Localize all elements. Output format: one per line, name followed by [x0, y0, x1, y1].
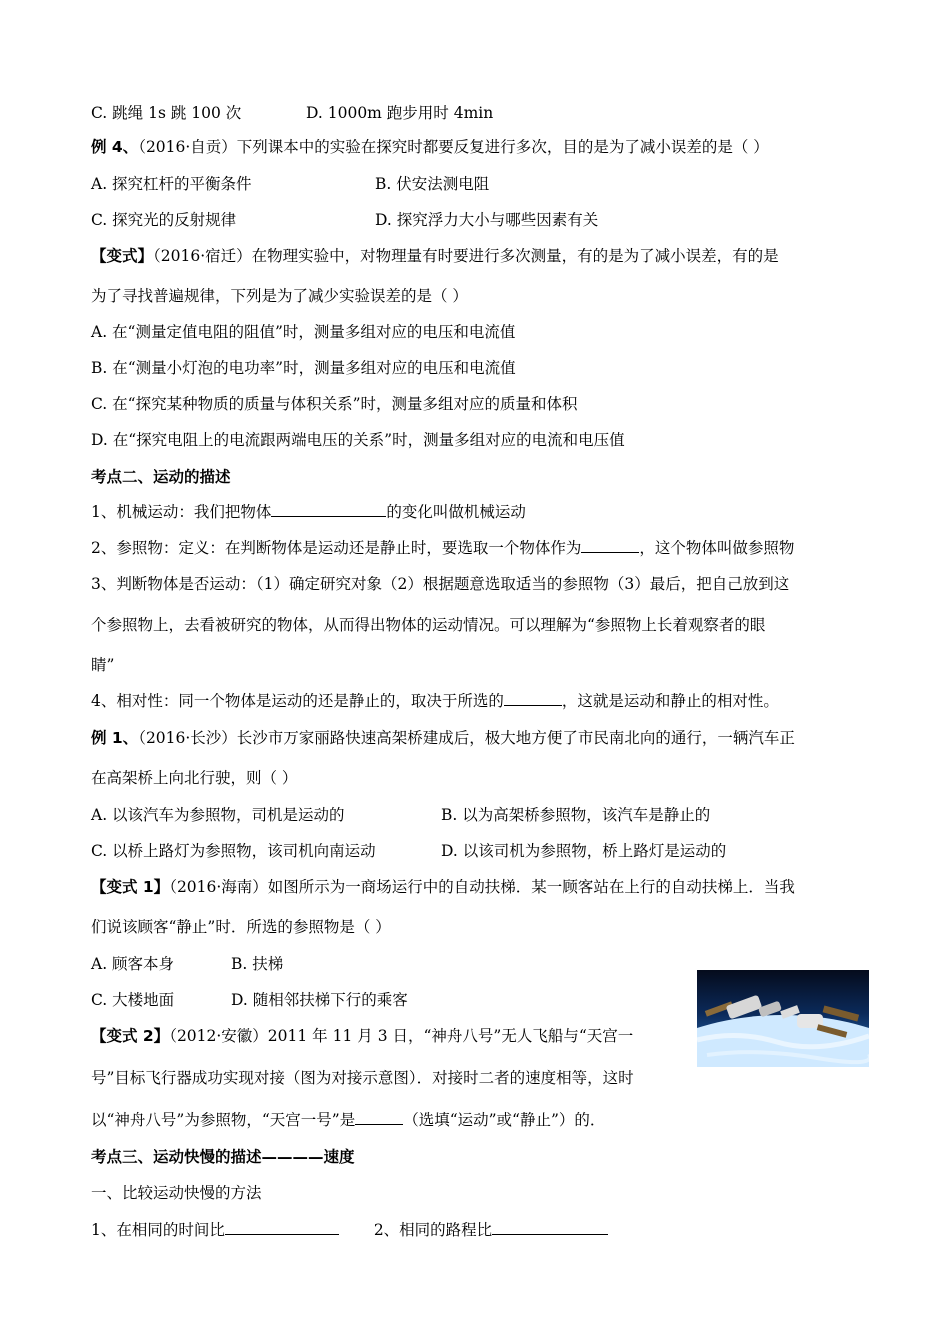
option-line — [91, 840, 727, 862]
option-a: A. 以该汽车为参照物，司机是运动的 — [91, 806, 345, 824]
fill-blank — [271, 501, 386, 517]
option-c: C. 大楼地面 — [91, 991, 175, 1009]
question-text: （选填“运动”或“静止”）的． — [403, 1111, 606, 1129]
option-line — [91, 173, 490, 195]
option-line — [91, 953, 284, 975]
variant-question — [91, 245, 779, 267]
option-c: C. 探究光的反射规律 — [91, 211, 237, 229]
option-d: D. 探究浮力大小与哪些因素有关 — [375, 211, 599, 229]
fill-blank — [492, 1219, 608, 1235]
option-line — [91, 102, 494, 124]
point-1-text-end: 的变化叫做机械运动 — [386, 503, 526, 521]
option-d: D. 1000m 跑步用时 4min — [306, 104, 494, 122]
variant-2-question — [91, 1025, 633, 1047]
option-d: D. 在“探究电阻上的电流跟两端电压的关系”时，测量多组对应的电流和电压值 — [91, 431, 625, 449]
variant-label: 【变式 2】 — [91, 1027, 170, 1045]
option-b: B. 伏安法测电阻 — [375, 175, 490, 193]
fill-blank — [504, 690, 562, 706]
example-label: 例 1、 — [91, 729, 139, 747]
point-4-text: 4、相对性：同一个物体是运动的还是静止的，取决于所选的 — [91, 692, 504, 710]
question-text: （2016·海南）如图所示为一商场运行中的自动扶梯．某一顾客站在上行的自动扶梯上．当我 — [169, 878, 795, 896]
method-line — [91, 1219, 608, 1241]
option-d: D. 以该司机为参照物，桥上路灯是运动的 — [441, 842, 727, 860]
option-line — [91, 989, 408, 1011]
subheading: 一、比较运动快慢的方法 — [91, 1184, 262, 1202]
option-line — [91, 804, 711, 826]
example-label: 例 4、 — [91, 138, 139, 156]
fill-blank — [355, 1109, 403, 1125]
point-4 — [91, 690, 779, 712]
point-2 — [91, 537, 794, 559]
method-1-text: 1、在相同的时间比 — [91, 1221, 225, 1239]
point-1 — [91, 501, 526, 523]
question-text: （2012·安徽）2011 年 11 月 3 日，“神舟八号”无人飞船与“天宫一 — [169, 1027, 634, 1045]
variant-1-question — [91, 876, 795, 898]
question-text-continued: 号”目标飞行器成功实现对接（图为对接示意图）．对接时二者的速度相等，这时 — [91, 1069, 634, 1087]
option-b: B. 扶梯 — [231, 955, 284, 973]
point-2-text-end: ，这个物体叫做参照物 — [639, 539, 795, 557]
fill-blank — [581, 537, 639, 553]
point-3: 3、判断物体是否运动：（1）确定研究对象（2）根据题意选取适当的参照物（3）最后，把自己放到这 — [91, 575, 790, 593]
option-c: C. 跳绳 1s 跳 100 次 — [91, 104, 242, 122]
question-text-continued: 在高架桥上向北行驶，则（ ） — [91, 769, 298, 787]
option-a: A. 探究杠杆的平衡条件 — [91, 175, 252, 193]
question-text: （2016·宿迁）在物理实验中，对物理量有时要进行多次测量，有的是为了减小误差，有的是 — [153, 247, 779, 265]
option-a: A. 顾客本身 — [91, 955, 175, 973]
question-text-end — [91, 1109, 605, 1131]
point-3-continued: 个参照物上，去看被研究的物体，从而得出物体的运动情况。可以理解为“参照物上长着观察者的眼 — [91, 616, 766, 634]
point-1-text: 1、机械运动：我们把物体 — [91, 503, 272, 521]
docking-illustration — [697, 970, 869, 1067]
spacecraft-docking-image — [697, 970, 869, 1067]
option-b: B. 在“测量小灯泡的电功率”时，测量多组对应的电压和电流值 — [91, 359, 516, 377]
variant-label: 【变式】 — [91, 247, 154, 265]
fill-blank — [225, 1219, 339, 1235]
question-text: （2016·长沙）长沙市万家丽路快速高架桥建成后，极大地方便了市民南北向的通行，一辆汽车正 — [138, 729, 795, 747]
variant-label: 【变式 1】 — [91, 878, 170, 896]
section-heading-2: 考点二、运动的描述 — [91, 468, 231, 486]
method-2-text: 2、相同的路程比 — [373, 1221, 493, 1239]
point-4-text-end: ，这就是运动和静止的相对性。 — [561, 692, 779, 710]
option-b: B. 以为高架桥参照物，该汽车是静止的 — [441, 806, 711, 824]
question-text: 以“神舟八号”为参照物，“天宫一号”是 — [91, 1111, 356, 1129]
point-3-end: 睛” — [91, 656, 115, 674]
point-2-text: 2、参照物：定义：在判断物体是运动还是静止时，要选取一个物体作为 — [91, 539, 582, 557]
option-d: D. 随相邻扶梯下行的乘客 — [231, 991, 408, 1009]
question-text: （2016·自贡）下列课本中的实验在探究时都要反复进行多次，目的是为了减小误差的是（ ） — [138, 138, 769, 156]
option-a: A. 在“测量定值电阻的阻值”时，测量多组对应的电压和电流值 — [91, 323, 516, 341]
option-line — [91, 209, 599, 231]
example-4-question — [91, 136, 769, 158]
example-1-question — [91, 727, 795, 749]
question-text-continued: 们说该顾客“静止”时．所选的参照物是（ ） — [91, 918, 391, 936]
option-c: C. 在“探究某种物质的质量与体积关系”时，测量多组对应的质量和体积 — [91, 395, 578, 413]
section-heading-3: 考点三、运动快慢的描述————速度 — [91, 1148, 355, 1166]
question-text-continued: 为了寻找普遍规律，下列是为了减少实验误差的是（ ） — [91, 287, 468, 305]
option-c: C. 以桥上路灯为参照物，该司机向南运动 — [91, 842, 376, 860]
